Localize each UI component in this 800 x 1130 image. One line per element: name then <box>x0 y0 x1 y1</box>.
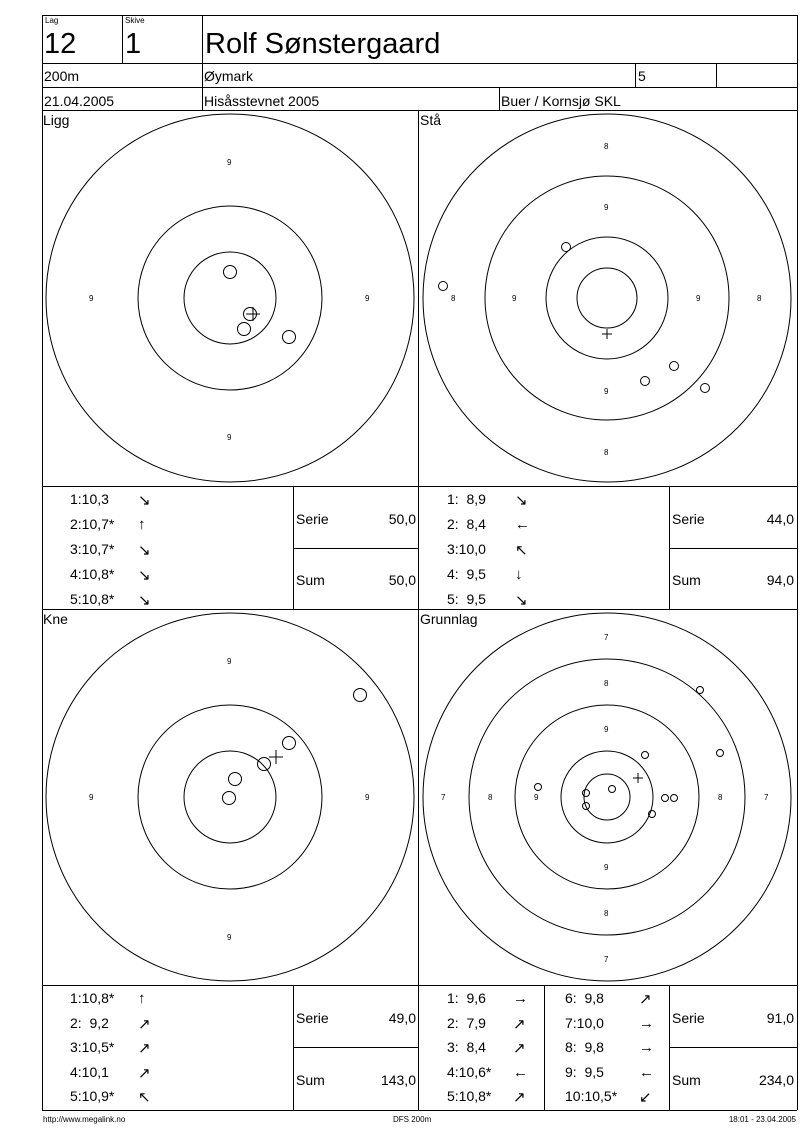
shot-row <box>565 1039 667 1064</box>
shot-score: 4: 9,5 <box>447 566 486 582</box>
section-label-staa: Stå <box>420 112 442 128</box>
shot-hole <box>224 266 237 279</box>
shot-direction-arrow-icon: ↘ <box>515 592 528 609</box>
shot-row <box>70 1064 190 1089</box>
shot-score: 9: 9,5 <box>565 1063 604 1080</box>
serie-value: 44,0 <box>766 511 794 527</box>
club-name: Buer / Kornsjø SKL <box>501 93 621 109</box>
shot-direction-arrow-icon: ← <box>515 516 530 533</box>
ring-label: 9 <box>227 657 232 666</box>
shot-row <box>447 591 567 616</box>
shot-score: 3:10,0 <box>447 541 486 557</box>
shot-score: 6: 9,8 <box>565 990 604 1006</box>
ring <box>546 237 668 359</box>
shot-hole <box>697 687 704 694</box>
shot-direction-arrow-icon: ↗ <box>138 1015 151 1033</box>
shot-score: 2: 8,4 <box>447 516 486 532</box>
shot-row <box>565 1015 667 1040</box>
ring-label: 9 <box>696 294 701 303</box>
shot-hole <box>717 750 724 757</box>
shot-hole <box>283 737 296 750</box>
footer-program: DFS 200m <box>393 1115 432 1124</box>
target-grunnlag-rings <box>423 613 791 981</box>
shot-score: 1:10,3 <box>70 491 109 507</box>
mean-point-cross <box>633 773 643 783</box>
ring-label: 8 <box>451 294 456 303</box>
ring <box>584 774 630 820</box>
shot-hole <box>562 243 571 252</box>
ring-label: 7 <box>441 793 446 802</box>
sum-label: Sum <box>296 1072 325 1088</box>
shot-list-grunnlag-left <box>447 990 543 1113</box>
shot-direction-arrow-icon: ↙ <box>639 1089 652 1106</box>
mean-point-cross <box>602 329 612 339</box>
ring <box>184 751 276 843</box>
ring-label: 7 <box>604 955 609 964</box>
shot-score: 2:10,7* <box>70 516 115 532</box>
ring-label: 9 <box>604 387 609 396</box>
target-staa-shots <box>439 243 710 393</box>
shot-direction-arrow-icon: ↖ <box>138 1089 151 1106</box>
shot-direction-arrow-icon: ↑ <box>138 990 146 1007</box>
ring-label: 7 <box>764 793 769 802</box>
shot-row <box>70 1088 190 1113</box>
section-label-grunnlag: Grunnlag <box>420 611 478 627</box>
shot-score: 1:10,8* <box>70 990 115 1006</box>
ring-label: 8 <box>604 909 609 918</box>
shot-row <box>447 566 567 591</box>
shot-row <box>447 1088 543 1113</box>
shot-direction-arrow-icon: ↘ <box>138 542 151 559</box>
shot-direction-arrow-icon: ↗ <box>138 1040 151 1057</box>
ring-label: 9 <box>512 294 517 303</box>
serie-value: 49,0 <box>388 1010 416 1026</box>
lag-label: Lag <box>45 16 59 25</box>
ring-label: 9 <box>604 863 609 872</box>
shot-hole <box>701 384 710 393</box>
target-grunnlag-shots <box>535 687 724 818</box>
shot-score: 2: 9,2 <box>70 1014 109 1031</box>
ring-label: 9 <box>227 933 232 942</box>
sum-label: Sum <box>672 572 701 588</box>
shot-score: 7:10,0 <box>565 1014 604 1031</box>
shot-row <box>447 1039 543 1064</box>
shot-direction-arrow-icon: ↖ <box>515 542 528 559</box>
section-label-kne: Kne <box>43 611 68 627</box>
lag-value: 12 <box>44 28 77 60</box>
shot-direction-arrow-icon: ↑ <box>138 516 146 533</box>
ring-label: 8 <box>604 142 609 151</box>
shot-score: 5:10,8* <box>447 1088 492 1104</box>
target-staa-labels <box>451 142 762 457</box>
shot-row <box>70 566 190 591</box>
shot-score: 5:10,8* <box>70 591 115 607</box>
sum-label: Sum <box>672 1072 701 1088</box>
shot-hole <box>229 773 242 786</box>
shot-hole <box>670 362 679 371</box>
shot-direction-arrow-icon: ↓ <box>515 566 523 583</box>
serie-label: Serie <box>296 1010 329 1026</box>
footer-timestamp: 18:01 - 23.04.2005 <box>728 1115 796 1124</box>
ring-label: 9 <box>604 203 609 212</box>
shot-direction-arrow-icon: ↗ <box>513 1040 526 1057</box>
ring-label: 8 <box>488 793 493 802</box>
shot-row <box>447 491 567 516</box>
ring <box>485 176 729 420</box>
sum-value: 143,0 <box>380 1072 416 1088</box>
shot-row <box>565 1088 667 1113</box>
shot-hole <box>439 282 448 291</box>
shot-direction-arrow-icon: ← <box>639 1063 654 1081</box>
shot-direction-arrow-icon: ↗ <box>513 1015 526 1033</box>
shot-row <box>70 516 190 541</box>
shot-hole <box>642 752 649 759</box>
ring <box>469 659 745 935</box>
shot-score: 4:10,8* <box>70 566 115 582</box>
shot-score: 3:10,5* <box>70 1039 115 1055</box>
ring <box>577 268 637 328</box>
ring <box>138 705 322 889</box>
ring-label: 7 <box>604 633 609 642</box>
shot-direction-arrow-icon: ↘ <box>138 567 151 584</box>
ring <box>561 751 653 843</box>
sum-value: 234,0 <box>758 1072 794 1088</box>
shot-hole <box>258 758 271 771</box>
shot-score: 4:10,6* <box>447 1063 492 1080</box>
shot-row <box>565 990 667 1015</box>
shot-direction-arrow-icon: ↗ <box>138 1064 151 1082</box>
sum-label: Sum <box>296 572 325 588</box>
shot-score: 1: 8,9 <box>447 491 486 507</box>
shot-hole <box>609 786 616 793</box>
target-kne-labels <box>89 657 370 942</box>
ring <box>138 206 322 390</box>
shot-hole <box>238 323 251 336</box>
shot-row <box>447 1015 543 1040</box>
date: 21.04.2005 <box>44 93 115 109</box>
ring-label: 8 <box>718 793 723 802</box>
ring-label: 9 <box>227 433 232 442</box>
ring-label: 8 <box>757 294 762 303</box>
shooter-name: Rolf Sønstergaard <box>205 28 441 60</box>
shot-list-staa <box>447 491 567 616</box>
shot-direction-arrow-icon: ↘ <box>138 492 151 509</box>
shot-score: 8: 9,8 <box>565 1039 604 1055</box>
shot-direction-arrow-icon: ← <box>513 1063 528 1081</box>
shot-direction-arrow-icon: ↗ <box>513 1089 526 1106</box>
ring-label: 8 <box>604 679 609 688</box>
shot-score: 5: 9,5 <box>447 591 486 607</box>
target-staa-rings <box>423 114 791 482</box>
ring-label: 9 <box>365 294 370 303</box>
shot-direction-arrow-icon: ↘ <box>515 492 528 509</box>
target-ligg-labels <box>89 158 370 442</box>
serie-label: Serie <box>296 511 329 527</box>
shot-direction-arrow-icon: → <box>513 990 528 1007</box>
ring-label: 9 <box>89 294 94 303</box>
mean-point-cross <box>246 307 260 321</box>
target-ligg-shots <box>224 266 296 344</box>
shot-hole <box>662 795 669 802</box>
target-ligg-rings <box>46 114 414 482</box>
shot-row <box>447 990 543 1015</box>
skive-value: 1 <box>125 28 142 60</box>
shot-row <box>565 1064 667 1089</box>
shot-list-ligg <box>70 491 190 616</box>
footer-url[interactable]: http://www.megalink.no <box>43 1115 126 1124</box>
ring <box>423 114 791 482</box>
shot-score: 1: 9,6 <box>447 990 486 1006</box>
ring-label: 9 <box>365 793 370 802</box>
field-number: 5 <box>638 68 646 84</box>
serie-label: Serie <box>672 1010 705 1026</box>
shot-row <box>70 1015 190 1040</box>
shot-hole <box>671 795 678 802</box>
target-grunnlag-labels <box>441 633 769 964</box>
shot-hole <box>283 331 296 344</box>
event-name: Hisåsstevnet 2005 <box>204 93 320 109</box>
ring-label: 9 <box>534 793 539 802</box>
shot-hole <box>354 689 367 702</box>
shot-direction-arrow-icon: → <box>639 1014 654 1032</box>
serie-value: 50,0 <box>388 511 416 527</box>
shot-list-grunnlag-right <box>565 990 667 1113</box>
shot-row <box>447 541 567 566</box>
shot-score: 3:10,7* <box>70 541 115 557</box>
location: Øymark <box>204 68 253 84</box>
ring <box>46 613 414 981</box>
shot-row <box>70 591 190 616</box>
mean-point-cross <box>269 750 283 764</box>
shot-row <box>70 541 190 566</box>
skive-label: Skive <box>125 16 145 25</box>
target-kne-rings <box>46 613 414 981</box>
ring <box>46 114 414 482</box>
distance: 200m <box>44 68 80 84</box>
ring-label: 9 <box>227 158 232 167</box>
shot-hole <box>583 790 590 797</box>
shot-score: 3: 8,4 <box>447 1039 486 1055</box>
shot-direction-arrow-icon: ↘ <box>138 592 151 609</box>
shot-row <box>447 516 567 541</box>
serie-label: Serie <box>672 511 705 527</box>
shot-hole <box>535 784 542 791</box>
sum-value: 50,0 <box>388 572 416 588</box>
shot-row <box>70 990 190 1015</box>
shot-row <box>70 491 190 516</box>
shot-list-kne <box>70 990 190 1113</box>
section-label-ligg: Ligg <box>43 112 70 128</box>
shot-score: 5:10,9* <box>70 1088 115 1104</box>
ring-label: 9 <box>89 793 94 802</box>
shot-hole <box>223 792 236 805</box>
shot-direction-arrow-icon: → <box>639 1039 654 1056</box>
ring <box>423 613 791 981</box>
shot-score: 2: 7,9 <box>447 1014 486 1031</box>
ring-label: 9 <box>604 725 609 734</box>
sum-value: 94,0 <box>766 572 794 588</box>
shot-hole <box>641 377 650 386</box>
serie-value: 91,0 <box>766 1010 794 1026</box>
shot-row <box>70 1039 190 1064</box>
shot-row <box>447 1064 543 1089</box>
shot-score: 10:10,5* <box>565 1088 618 1104</box>
ring-label: 8 <box>604 448 609 457</box>
shot-direction-arrow-icon: ↗ <box>639 991 652 1008</box>
shot-score: 4:10,1 <box>70 1063 109 1080</box>
